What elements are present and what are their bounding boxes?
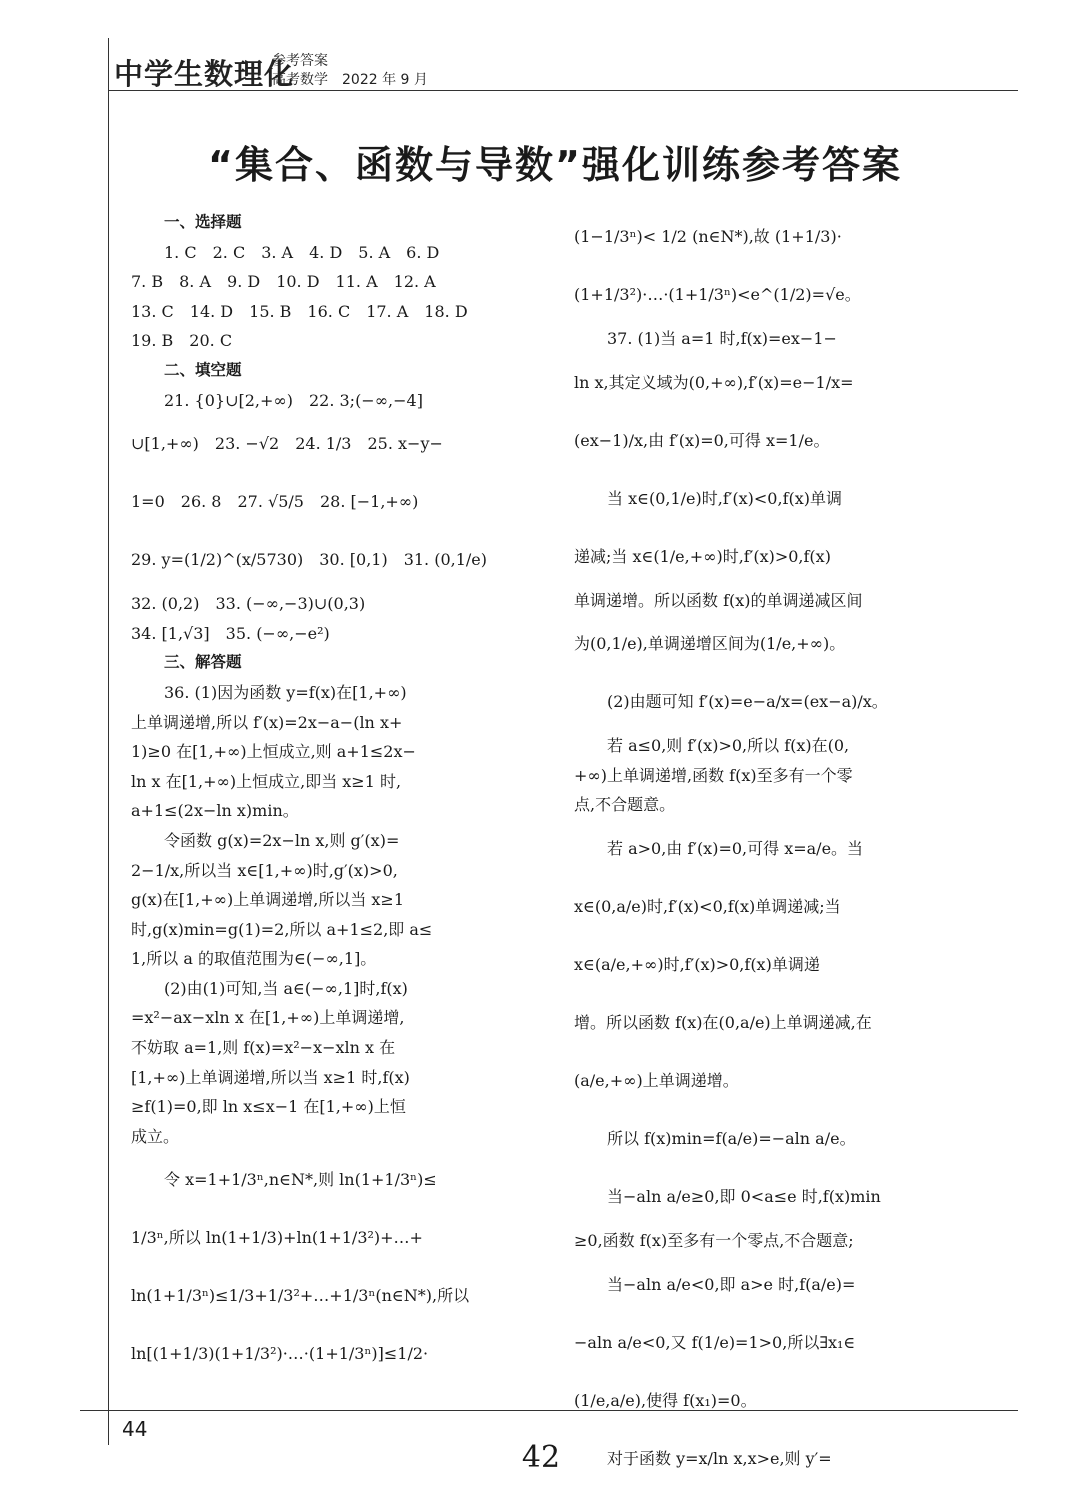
text-line: 当−aln a/e≥0,即 0<a≤e 时,f(x)min <box>607 1186 881 1206</box>
text-line: g(x)在[1,+∞)上单调递增,所以当 x≥1 <box>131 890 405 910</box>
text-line: 1)≥0 在[1,+∞)上恒成立,则 a+1≤2x− <box>131 742 416 762</box>
left-margin-rule <box>108 38 109 1445</box>
text-line: 19. B 20. C <box>131 331 233 351</box>
text-line: 二、填空题 <box>164 360 242 379</box>
right-column <box>574 208 974 1488</box>
text-line: 34. [1,√3] 35. (−∞,−e²) <box>131 623 330 643</box>
text-line: 上单调递增,所以 f′(x)=2x−a−(ln x+ <box>131 712 403 732</box>
text-line: 1/3ⁿ,所以 ln(1+1/3)+ln(1+1/3²)+…+ <box>131 1228 423 1248</box>
header-meta <box>272 52 428 90</box>
text-line: [1,+∞)上单调递增,所以当 x≥1 时,f(x) <box>131 1067 410 1087</box>
text-line: 21. {0}∪[2,+∞) 22. 3;(−∞,−4] <box>164 390 423 410</box>
text-line: 所以 f(x)min=f(a/e)=−aln a/e。 <box>607 1128 856 1148</box>
text-line: 若 a>0,由 f′(x)=0,可得 x=a/e。当 <box>607 838 864 858</box>
text-line: 37. (1)当 a=1 时,f(x)=ex−1− <box>607 329 837 348</box>
text-line: ln(1+1/3ⁿ)≤1/3+1/3²+…+1/3ⁿ(n∈N*),所以 <box>131 1286 470 1306</box>
text-line: x∈(a/e,+∞)时,f′(x)>0,f(x)单调递 <box>574 954 820 974</box>
text-line: 成立。 <box>131 1126 180 1146</box>
text-line: (1−1/3ⁿ)< 1/2 (n∈N*),故 (1+1/3)· <box>574 227 842 246</box>
header-line-2: 高考数学 2022 年 9 月 <box>272 72 428 88</box>
text-line: 递减;当 x∈(1/e,+∞)时,f′(x)>0,f(x) <box>574 546 831 566</box>
text-line: (1/e,a/e),使得 f(x₁)=0。 <box>574 1390 757 1410</box>
text-line: +∞)上单调递增,函数 f(x)至多有一个零 <box>574 765 853 785</box>
text-line: 点,不合题意。 <box>574 795 676 815</box>
text-line: 13. C 14. D 15. B 16. C 17. A 18. D <box>131 301 468 321</box>
text-line: 1=0 26. 8 27. √5/5 28. [−1,+∞) <box>131 492 419 512</box>
page-number: 42 <box>521 1440 561 1475</box>
text-line: 对于函数 y=x/ln x,x>e,则 y′= <box>607 1448 832 1468</box>
folio-number: 44 <box>122 1417 148 1441</box>
text-line: 一、选择题 <box>164 213 242 231</box>
text-line: (1+1/3²)·…·(1+1/3ⁿ)<e^(1/2)=√e。 <box>574 285 861 304</box>
text-line: 1,所以 a 的取值范围为∈(−∞,1]。 <box>131 949 377 969</box>
text-line: (2)由(1)可知,当 a∈(−∞,1]时,f(x) <box>164 978 408 998</box>
text-line: 令 x=1+1/3ⁿ,n∈N*,则 ln(1+1/3ⁿ)≤ <box>164 1170 437 1190</box>
text-line: 1. C 2. C 3. A 4. D 5. A 6. D <box>164 242 440 262</box>
text-line: a+1≤(2x−ln x)min。 <box>131 801 299 821</box>
text-line: 为(0,1/e),单调递增区间为(1/e,+∞)。 <box>574 634 846 654</box>
header-line-1: 参考答案 <box>272 53 328 69</box>
text-line: −aln a/e<0,又 f(1/e)=1>0,所以∃x₁∈ <box>574 1332 856 1352</box>
text-line: 不妨取 a=1,则 f(x)=x²−x−xln x 在 <box>131 1038 396 1058</box>
text-line: 增。所以函数 f(x)在(0,a/e)上单调递减,在 <box>574 1012 872 1032</box>
text-line: 令函数 g(x)=2x−ln x,则 g′(x)= <box>164 830 400 850</box>
text-line: ln[(1+1/3)(1+1/3²)·…·(1+1/3ⁿ)]≤1/2· <box>131 1344 429 1364</box>
text-line: 时,g(x)min=g(1)=2,所以 a+1≤2,即 a≤ <box>131 919 433 939</box>
text-line: 单调递增。所以函数 f(x)的单调递减区间 <box>574 590 863 610</box>
text-line: 当−aln a/e<0,即 a>e 时,f(a/e)= <box>607 1274 856 1294</box>
journal-logo: 中学生数理化 <box>114 57 295 91</box>
text-line: 当 x∈(0,1/e)时,f′(x)<0,f(x)单调 <box>607 488 842 508</box>
text-line: (ex−1)/x,由 f′(x)=0,可得 x=1/e。 <box>574 430 830 450</box>
page-title: “集合、函数与导数”强化训练参考答案 <box>208 143 902 187</box>
text-line: x∈(0,a/e)时,f′(x)<0,f(x)单调递减;当 <box>574 896 841 916</box>
text-line: ln x,其定义域为(0,+∞),f′(x)=e−1/x= <box>574 372 854 392</box>
left-column <box>131 208 531 1383</box>
text-line: =x²−ax−xln x 在[1,+∞)上单调递增, <box>131 1008 405 1028</box>
text-line: 29. y=(1/2)^(x/5730) 30. [0,1) 31. (0,1/e) <box>131 550 488 570</box>
text-line: (2)由题可知 f′(x)=e−a/x=(ex−a)/x。 <box>607 692 888 712</box>
text-line: 三、解答题 <box>164 653 242 672</box>
text-line: ln x 在[1,+∞)上恒成立,即当 x≥1 时, <box>131 771 402 791</box>
text-line: ≥0,函数 f(x)至多有一个零点,不合题意; <box>574 1230 854 1250</box>
text-line: 7. B 8. A 9. D 10. D 11. A 12. A <box>131 272 436 292</box>
text-line: 若 a≤0,则 f′(x)>0,所以 f(x)在(0, <box>607 736 850 756</box>
text-line: ∪[1,+∞) 23. −√2 24. 1/3 25. x−y− <box>131 434 443 454</box>
text-line: 2−1/x,所以当 x∈[1,+∞)时,g′(x)>0, <box>131 860 398 880</box>
text-line: ≥f(1)=0,即 ln x≤x−1 在[1,+∞)上恒 <box>131 1097 406 1117</box>
text-line: 36. (1)因为函数 y=f(x)在[1,+∞) <box>164 682 407 702</box>
text-line: (a/e,+∞)上单调递增。 <box>574 1070 739 1090</box>
text-line: 32. (0,2) 33. (−∞,−3)∪(0,3) <box>131 594 366 614</box>
